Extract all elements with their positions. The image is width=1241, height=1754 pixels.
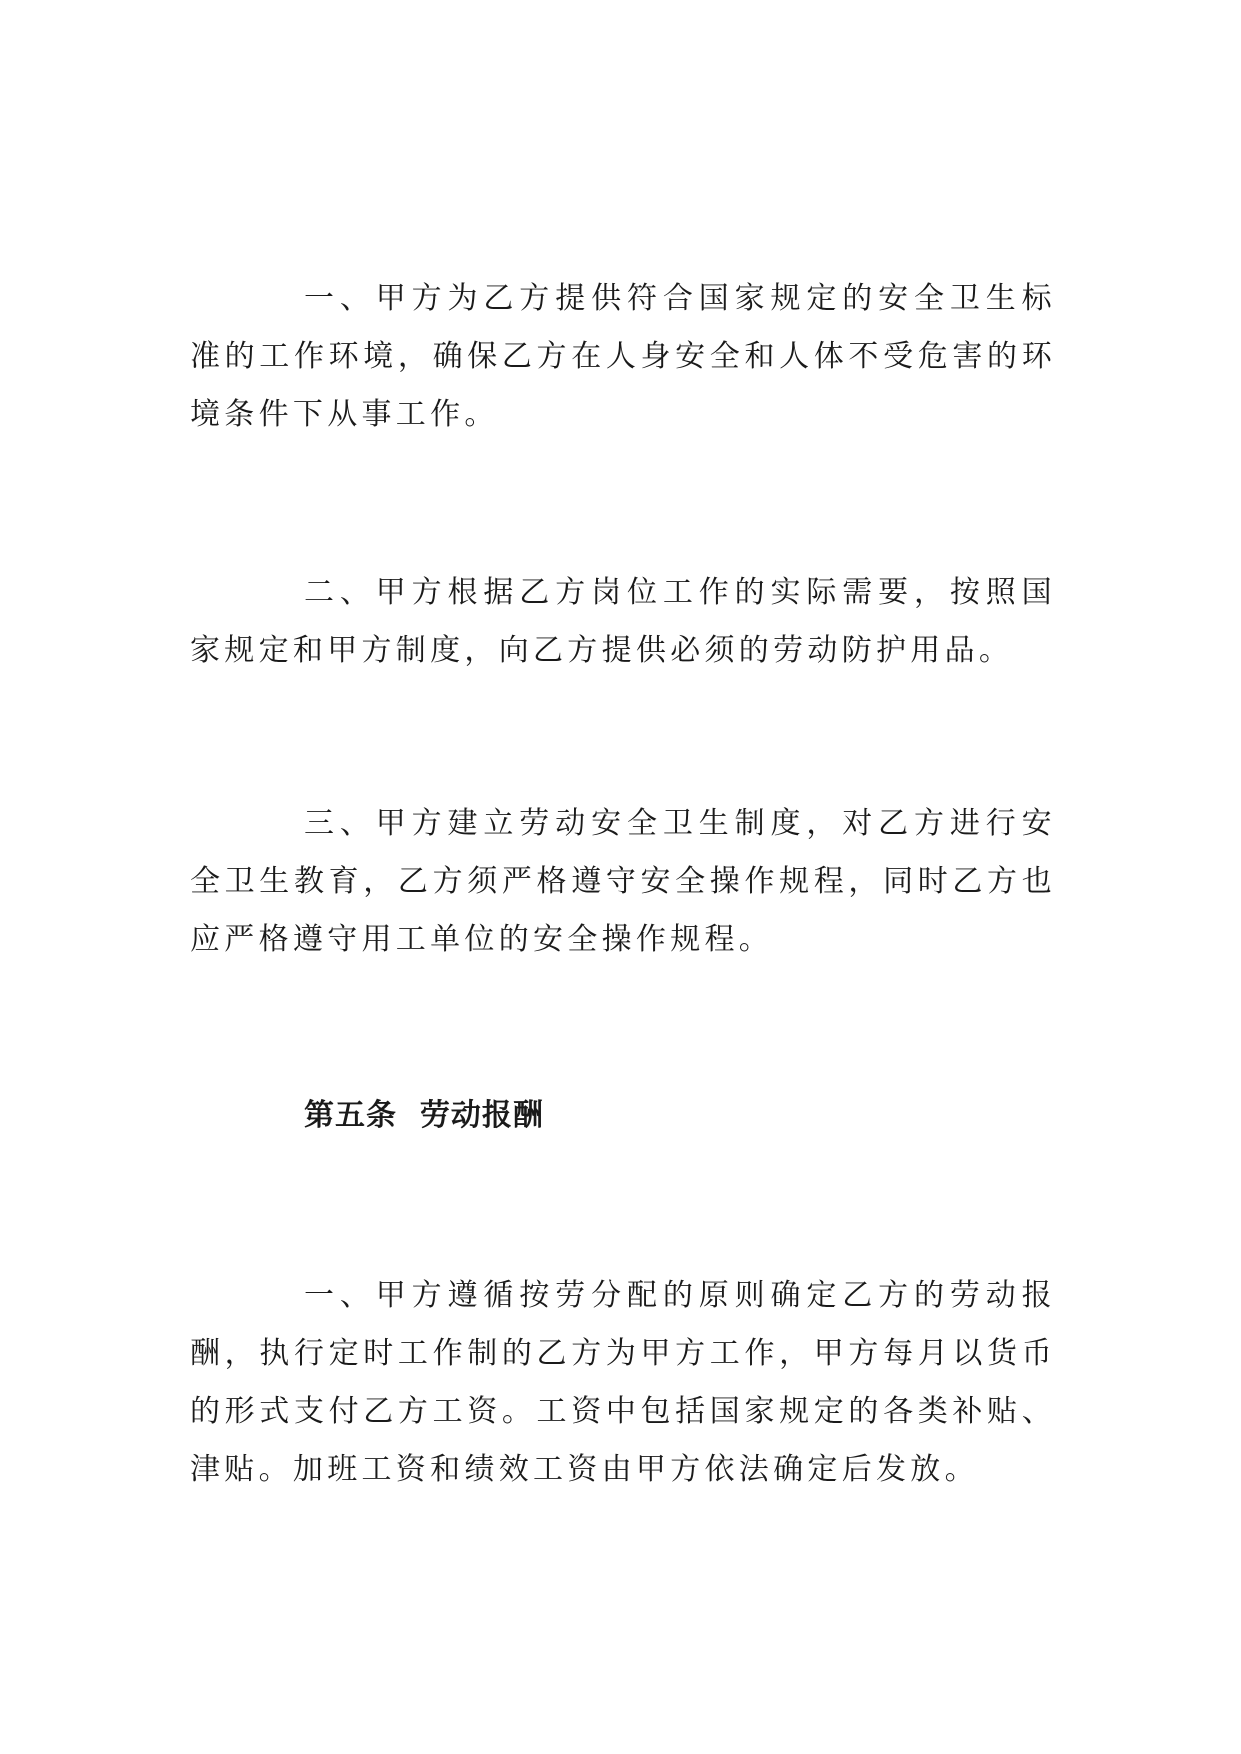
paragraph-safety-environment: 一、甲方为乙方提供符合国家规定的安全卫生标准的工作环境，确保乙方在人身安全和人体不受危害的环境条件下从事工作。 [190, 281, 1056, 432]
paragraph-protective-equipment: 二、甲方根据乙方岗位工作的实际需要，按照国家规定和甲方制度，向乙方提供必须的劳动防护用品。 [190, 575, 1056, 668]
paragraph-safety-education: 三、甲方建立劳动安全卫生制度，对乙方进行安全卫生教育，乙方须严格遵守安全操作规程，同时乙方也应严格遵守用工单位的安全操作规程。 [190, 806, 1056, 957]
section-heading-article-5: 第五条 劳动报酬 [304, 1098, 544, 1133]
paragraph-labor-remuneration: 一、甲方遵循按劳分配的原则确定乙方的劳动报酬，执行定时工作制的乙方为甲方工作，甲方每月以货币的形式支付乙方工资。工资中包括国家规定的各类补贴、津贴。加班工资和绩效工资由甲方依法确定后发放。 [190, 1278, 1056, 1487]
